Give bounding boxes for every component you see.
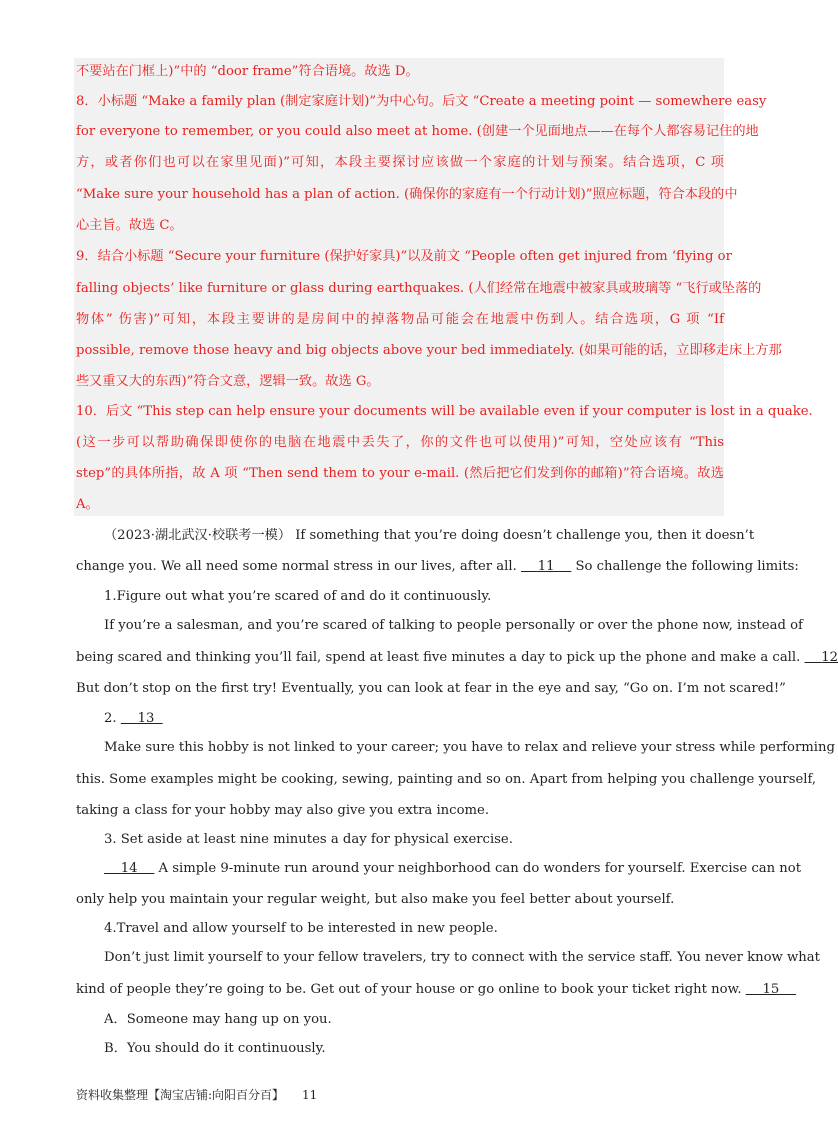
subheading-1: 1.Figure out what you’re scared of and do it continuously. xyxy=(104,589,492,604)
blank-11: 11 xyxy=(537,559,555,574)
answer-line: 9．结合小标题 “Secure your furniture (保护好家具)”以及前文 “People often get injured from ‘flying or xyxy=(76,249,732,264)
answer-line: falling objects’ like furniture or glass during earthquakes. (人们经常在地震中被家具或玻璃等 “飞行或坠落的 xyxy=(76,281,762,296)
passage-line: Make sure this hobby is not linked to your career; you have to relax and relieve your stress while performing xyxy=(104,740,835,755)
blank-12: 12 xyxy=(821,650,838,665)
page-footer xyxy=(76,1086,317,1103)
passage-line: Don’t just limit yourself to your fellow travelers, try to connect with the service staff. You never know what xyxy=(104,950,820,965)
answer-line: 不要站在门框上)”中的 “door frame”符合语境。故选 D。 xyxy=(76,64,419,79)
passage-line: kind of people they’re going to be. Get out of your house or go online to book your ticket right now. 15 xyxy=(76,980,724,1000)
subheading-3: 3. Set aside at least nine minutes a day for physical exercise. xyxy=(104,832,513,847)
subheading-4: 4.Travel and allow yourself to be interested in new people. xyxy=(104,921,498,936)
answer-line: step”的具体所指，故 A 项 “Then send them to your e-mail. (然后把它们发到你的邮箱)”符合语境。故选 xyxy=(76,466,724,481)
answer-line: (这一步可以帮助确保即使你的电脑在地震中丢失了，你的文件也可以使用)”可知，空处应该有 “This xyxy=(76,435,724,450)
passage-line: only help you maintain your regular weight, but also make you feel better about yourself. xyxy=(76,892,675,907)
answer-line: possible, remove those heavy and big objects above your bed immediately. (如果可能的话，立即移走床上方那 xyxy=(76,343,782,358)
passage-line: being scared and thinking you’ll fail, spend at least five minutes a day to pick up the phone and make a call. 12 xyxy=(76,650,838,665)
answer-line: 8．小标题 “Make a family plan (制定家庭计划)”为中心句。后文 “Create a meeting point — somewhere easy xyxy=(76,94,767,109)
blank-13: 13 xyxy=(137,711,155,726)
passage-line: But don’t stop on the first try! Eventually, you can look at fear in the eye and say, “Go on. I’m not scared!” xyxy=(76,681,786,696)
blank-15: 15 xyxy=(762,982,780,997)
option-a: A．Someone may hang up on you. xyxy=(104,1012,332,1027)
passage-line: If you’re a salesman, and you’re scared of talking to people personally or over the phone now, instead of xyxy=(104,618,803,633)
answer-line: 方，或者你们也可以在家里见面)”可知，本段主要探讨应该做一个家庭的计划与预案。结合选项，C 项 xyxy=(76,155,724,170)
subheading-2: 2. 13 xyxy=(104,709,163,729)
answer-line: 10．后文 “This step can help ensure your documents will be available even if your computer is lost in a quake. xyxy=(76,404,813,419)
answer-line: 物体” 伤害)”可知，本段主要讲的是房间中的掉落物品可能会在地震中伤到人。结合选项，G 项 “If xyxy=(76,312,724,327)
blank-14: 14 xyxy=(120,861,138,876)
answer-line: “Make sure your household has a plan of action. (确保你的家庭有一个行动计划)”照应标题，符合本段的中 xyxy=(76,187,738,202)
answer-line: for everyone to remember, or you could also meet at home. (创建一个见面地点——在每个人都容易记住的地 xyxy=(76,124,759,139)
answer-line: 些又重又大的东西)”符合文意，逻辑一致。故选 G。 xyxy=(76,374,380,389)
passage-line: this. Some examples might be cooking, sewing, painting and so on. Apart from helping you challenge yourself, xyxy=(76,772,817,787)
footer-source: 资料收集整理【淘宝店铺:向阳百分百】 xyxy=(76,1088,285,1102)
passage-line: change you. We all need some normal stress in our lives, after all. 11 So challenge the following limits: xyxy=(76,559,799,574)
passage-intro: （2023·湖北武汉·校联考一模） If something that you’re doing doesn’t challenge you, then it doesn’t xyxy=(104,528,755,543)
passage-line: taking a class for your hobby may also give you extra income. xyxy=(76,803,490,818)
answer-line: 心主旨。故选 C。 xyxy=(76,218,183,233)
answer-line: A。 xyxy=(76,497,99,512)
passage-line: 14 A simple 9-minute run around your neighborhood can do wonders for yourself. Exercise can not xyxy=(104,859,724,879)
page-number: 11 xyxy=(302,1088,318,1102)
option-b: B．You should do it continuously. xyxy=(104,1041,326,1056)
